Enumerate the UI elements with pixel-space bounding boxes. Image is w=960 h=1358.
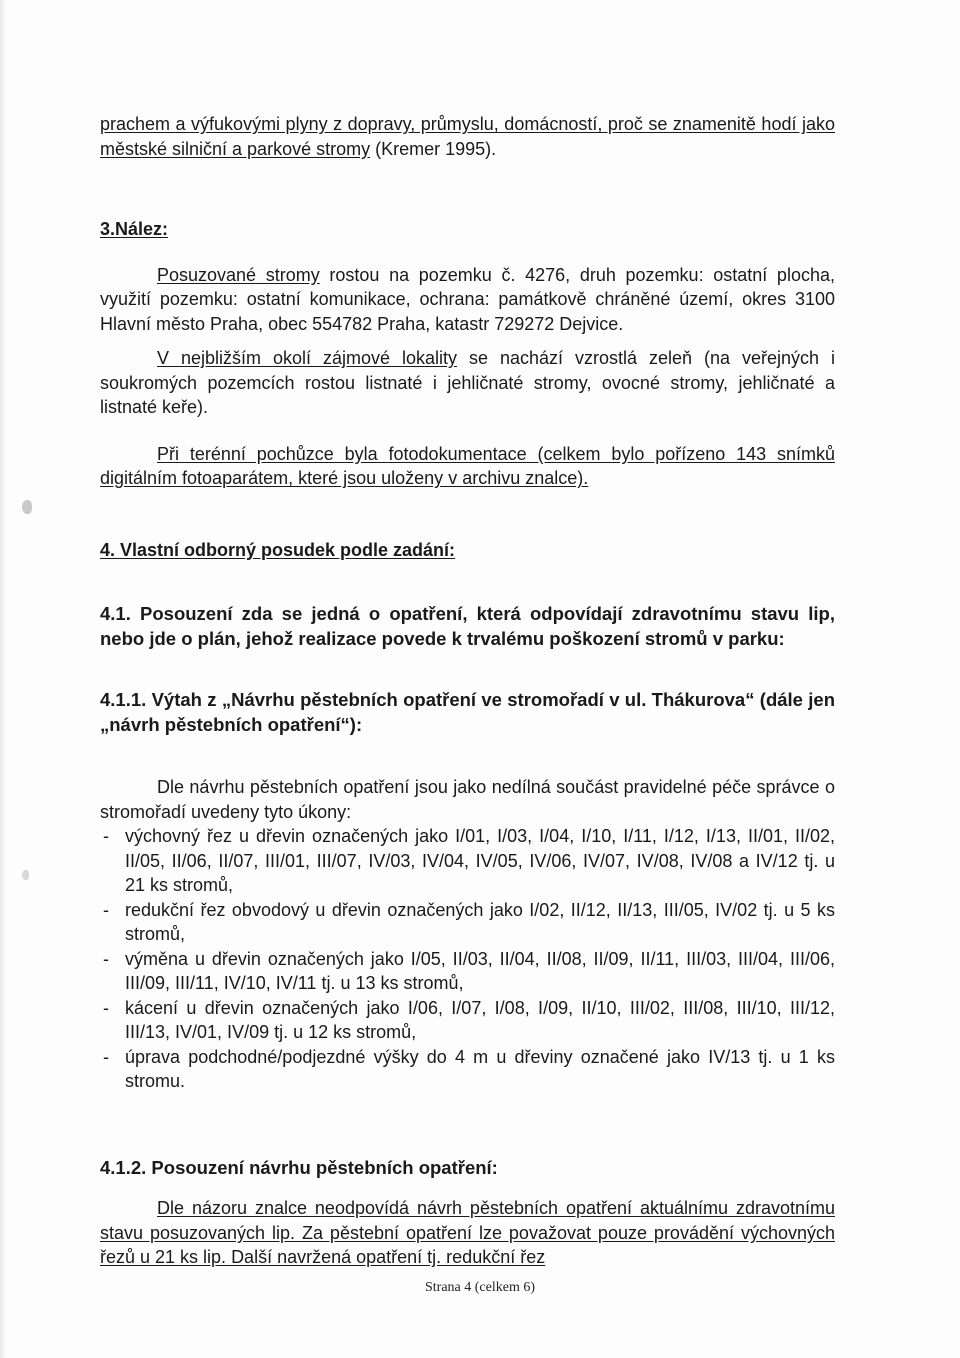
binder-hole-mark [22, 870, 29, 880]
intro-citation: (Kremer 1995). [370, 138, 497, 159]
findings-photos-underlined: Při terénní pochůzce byla fotodokumentace (celkem bylo pořízeno 143 snímků digitálním fotoaparátem, které jsou uloženy v archivu znalce). [100, 443, 835, 488]
section-4-1-heading: 4.1. Posouzení zda se jedná o opatření, která odpovídají zdravotnímu stavu lip, nebo jde o plán, jehož realizace povede k trvalému poškození stromů v parku: [100, 603, 835, 649]
findings-surroundings-underlined: V nejbližším okolí zájmové lokality [157, 348, 457, 368]
intro-paragraph [100, 112, 835, 161]
assessment-underlined-text: Dle názoru znalce neodpovídá návrh pěstebních opatření aktuálnímu zdravotnímu stavu posuzovaných lip. Za pěstební opatření lze považovat pouze provádění výchovných řezů u 21 ks lip. Další navržená opatření tj. redukční řez [100, 1198, 835, 1267]
section-4-1-2-heading: 4.1.2. Posouzení návrhu pěstebních opatření: [100, 1156, 498, 1178]
findings-paragraph-photos [100, 442, 835, 491]
list-item: - úprava podchodné/podjezdné výšky do 4 m u dřeviny označené jako IV/13 tj. u 1 ks stromu. [100, 1045, 835, 1094]
list-item: - výchovný řez u dřevin označených jako I/01, I/03, I/04, I/10, I/11, I/12, I/13, II/01, II/02, II/05, II/06, II/07, III/01, III/07, IV/03, IV/04, IV/05, IV/06, IV/07, IV/08, IV/08 a IV/12 tj. u 21 ks stromů, [100, 824, 835, 898]
intro-underlined-text: prachem a výfukovými plyny z dopravy, průmyslu, domácností, proč se znamenitě hodí jako městské silniční a parkové stromy [100, 114, 835, 159]
proposal-intro-paragraph: Dle návrhu pěstebních opatření jsou jako nedílná součást pravidelné péče správce o stromořadí uvedeny tyto úkony: [100, 777, 835, 822]
list-item: - redukční řez obvodový u dřevin označených jako I/02, II/12, II/13, III/05, IV/02 tj. u 5 ks stromů, [100, 898, 835, 947]
list-item: - kácení u dřevin označených jako I/06, I/07, I/08, I/09, II/10, III/02, III/08, III/10, III/12, III/13, IV/01, IV/09 tj. u 12 ks stromů, [100, 996, 835, 1045]
assessment-paragraph [100, 1196, 835, 1270]
findings-paragraph-land [100, 263, 835, 337]
measures-list [100, 824, 835, 1094]
findings-land-underlined: Posuzované stromy [157, 264, 320, 285]
page-content [100, 112, 835, 1270]
scan-left-edge [0, 0, 6, 1358]
page-footer: Strana 4 (celkem 6) [424, 1280, 535, 1295]
section-4-1-1-heading: 4.1.1. Výtah z „Návrhu pěstebních opatření ve stromořadí v ul. Thákurova“ (dále jen „návrh pěstebních opatření“): [100, 689, 835, 735]
section-3-heading: 3.Nález: [100, 219, 169, 239]
list-item: - výměna u dřevin označených jako I/05, II/03, II/04, II/08, II/09, II/11, III/03, III/04, III/06, III/09, III/11, IV/10, IV/11 tj. u 13 ks stromů, [100, 947, 835, 996]
findings-paragraph-surroundings [100, 346, 835, 420]
section-4-heading: 4. Vlastní odborný posudek podle zadání: [100, 539, 456, 560]
findings-land-text: rostou na pozemku č. 4276, druh pozemku: ostatní plocha, využití pozemku: ostatní komunikace, ochrana: památkově chráněné území, okres 3100 Hlavní město Praha, obec 554782 Praha, katastr 729272 Dejvice. [100, 264, 835, 334]
binder-hole-mark [22, 500, 32, 514]
findings-surroundings-text: se nachází vzrostlá zeleň (na veřejných i soukromých pozemcích rostou listnaté i jehličnaté stromy, ovocné stromy, jehličnaté a listnaté keře). [100, 348, 835, 417]
